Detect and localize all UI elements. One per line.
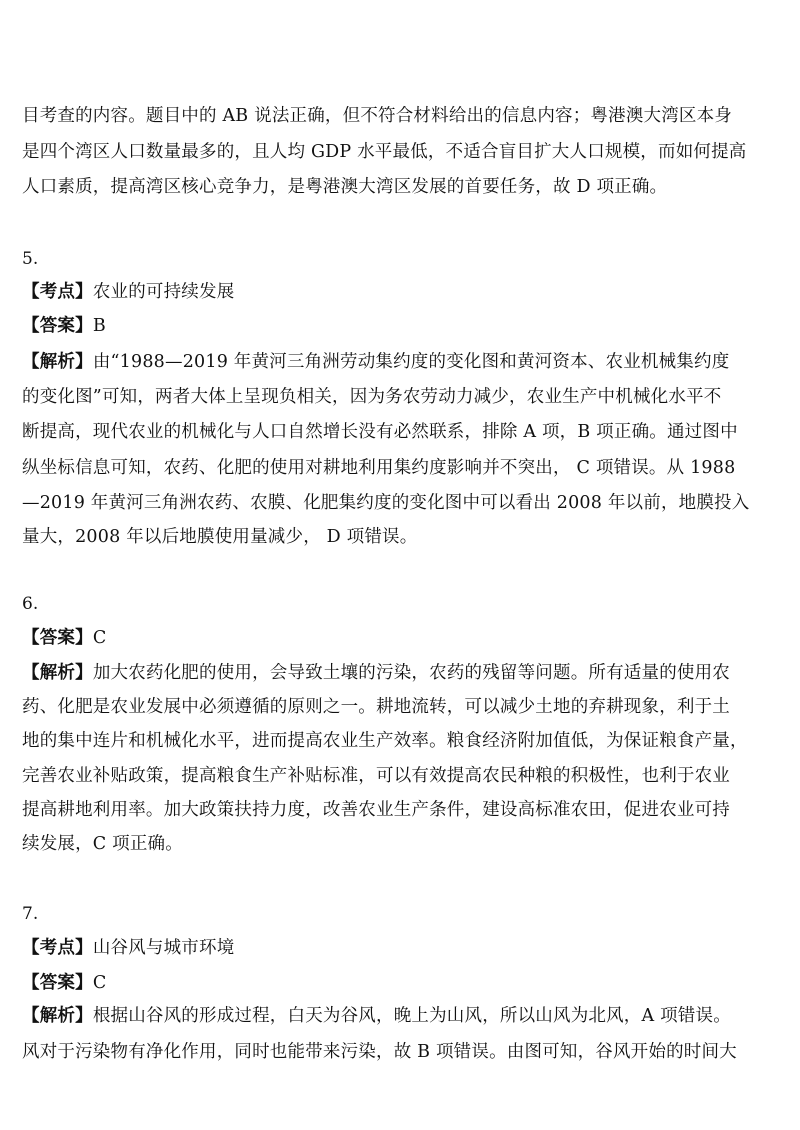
question-7-number: 7. <box>22 904 39 924</box>
q6-jiexi-row <box>22 661 782 685</box>
q5-jiexi-tag: 【解析】 <box>22 352 93 372</box>
q7-daan-tag: 【答案】 <box>22 973 93 993</box>
question-5-number: 5. <box>22 249 39 269</box>
q6-jiexi-line: 完善农业补贴政策，提高粮食生产补贴标准，可以有效提高农民种粮的积极性，也利于农业 <box>22 766 730 786</box>
q7-jiexi-first: 根据山谷风的形成过程，白天为谷风，晚上为山风，所以山风为北风，A 项错误。 <box>92 1006 731 1026</box>
prev-answer-line-2: 是四个湾区人口数量最多的，且人均 GDP 水平最低，不适合盲目扩大人口规模，而如何提高 <box>22 142 747 162</box>
q5-daan-text: B <box>92 316 106 336</box>
prev-answer-line-3: 人口素质，提高湾区核心竞争力，是粤港澳大湾区发展的首要任务，故 D 项正确。 <box>22 177 668 197</box>
q5-kaodian-text: 农业的可持续发展 <box>92 282 235 302</box>
q7-daan-text: C <box>92 973 107 993</box>
q6-jiexi-line: 续发展，C 项正确。 <box>22 834 183 854</box>
q5-kaodian-tag: 【考点】 <box>22 282 93 302</box>
q7-kaodian-text: 山谷风与城市环境 <box>92 938 235 958</box>
q5-jiexi-first: 由“1988—2019 年黄河三角洲劳动集约度的变化图和黄河资本、农业机械集约度 <box>92 352 730 372</box>
q6-daan-row <box>22 626 782 650</box>
q6-jiexi-line: 提高耕地利用率。加大政策扶持力度，改善农业生产条件，建设高标准农田，促进农业可持 <box>22 800 730 820</box>
q7-daan-row <box>22 971 782 995</box>
q5-jiexi-line: 断提高，现代农业的机械化与人口自然增长没有必然联系，排除 A 项，B 项正确。通过图中 <box>22 422 738 442</box>
q7-kaodian-row <box>22 936 782 960</box>
q5-jiexi-line: 的变化图”可知，两者大体上呈现负相关，因为务农劳动力减少，农业生产中机械化水平不 <box>22 387 722 407</box>
q6-jiexi-tag: 【解析】 <box>22 663 93 683</box>
q6-daan-tag: 【答案】 <box>22 628 93 648</box>
q7-kaodian-tag: 【考点】 <box>22 938 93 958</box>
q6-jiexi-first: 加大农药化肥的使用，会导致土壤的污染，农药的残留等问题。所有适量的使用农 <box>92 663 731 683</box>
q5-jiexi-row <box>22 350 782 374</box>
q5-daan-tag: 【答案】 <box>22 316 93 336</box>
q6-daan-text: C <box>92 628 107 648</box>
q6-jiexi-line: 药、化肥是农业发展中必须遵循的原则之一。耕地流转，可以减少土地的弃耕现象，利于土 <box>22 697 730 717</box>
q5-jiexi-line: 纵坐标信息可知，农药、化肥的使用对耕地利用集约度影响并不突出， C 项错误。从 1988 <box>22 458 736 478</box>
q5-daan-row <box>22 314 782 338</box>
q5-jiexi-line: —2019 年黄河三角洲农药、农膜、化肥集约度的变化图中可以看出 2008 年以前，地膜投入 <box>22 493 750 513</box>
q6-jiexi-line: 地的集中连片和机械化水平，进而提高农业生产效率。粮食经济附加值低，为保证粮食产量， <box>22 731 748 751</box>
question-6-number: 6. <box>22 594 39 614</box>
q7-jiexi-tag: 【解析】 <box>22 1006 93 1026</box>
prev-answer-line-1: 目考查的内容。题目中的 AB 说法正确，但不符合材料给出的信息内容；粤港澳大湾区本身 <box>22 106 733 126</box>
q7-jiexi-row <box>22 1004 782 1028</box>
q5-jiexi-line: 量大，2008 年以后地膜使用量减少， D 项错误。 <box>22 527 418 547</box>
q7-jiexi-line: 风对于污染物有净化作用，同时也能带来污染，故 B 项错误。由图可知，谷风开始的时间大 <box>22 1042 737 1062</box>
q5-kaodian-row <box>22 280 782 304</box>
